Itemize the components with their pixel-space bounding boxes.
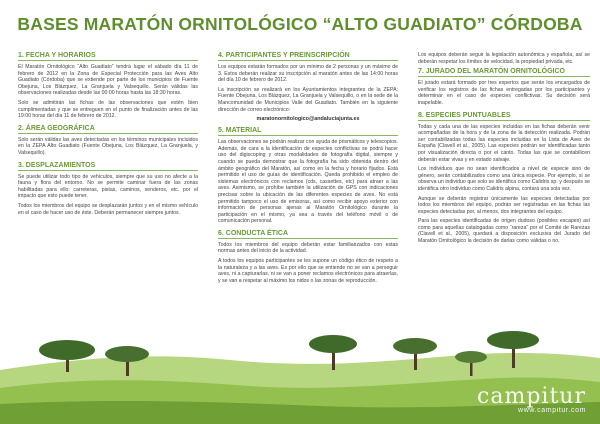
- section-title: 6. CONDUCTA ÉTICA: [218, 230, 398, 239]
- paragraph: Se puede utilizar todo tipo de vehículos, siempre que su uso no afecte a la fauna y flora del entorno. No se permite caminar fuera de las zonas habilitadas para ello: carreteras, pistas, caminos, senderos, etc. por el impacto que esto puede tener.: [18, 173, 198, 200]
- section-title: 3. DESPLAZAMIENTOS: [18, 162, 198, 171]
- campitur-watermark: [477, 384, 586, 414]
- section-jurado: [418, 68, 590, 106]
- paragraph: Las observaciones se podrán realizar con ayuda de prismáticos y telescopios. Además, de cara a la identificación de especies conflictivas se podrá hacer uso del digiscoping y otras modalidades de fotografía digital, siempre y cuando se pueda demostrar que la fotografía ha sido obtenida dentro del ámbito geográfico del Maratón, así como en la fecha y horario fijados. Está permitido el uso de guías de identificación. Queda prohibido el empleo de sistemas electrónicos con reclamos (cds, cassettes, etc) para atraer a las aves. Asimismo, se prohíbe también la utilización de GPS con indicaciones precisas sobre la ubicación de las diferentes especies de aves. No está permitido tampoco el uso de emisoras, así como recibir apoyo exterior con información de personas ajenas al Maratón Ornitológico durante la participación en el mismo, ya sea a través del teléfono móvil o de comunicación personal.: [218, 139, 398, 225]
- paragraph: Los equipos deberán seguir la legislación autonómica y española, así se deberán respetar los límites de velocidad, la propiedad privada, etc.: [418, 52, 590, 65]
- section-area-geografica: [18, 125, 198, 157]
- paragraph: Todos los miembros del equipo se desplazarán juntos y en el mismo vehículo en el caso de hacer uso de éste. Deberán permanecer siempre juntos.: [18, 202, 198, 216]
- section-title: 8. ESPECIES PUNTUABLES: [418, 112, 590, 121]
- paragraph: Todas y cada una de las especies incluidas en las fichas deberán venir acompañadas de la hora y de la zona de la detección realizada. Podrán ser contabilizadas todas las especies incluidas en la Lista de Aves de España (Clavell et al., 2005). Las especies podrán ser identificadas tanto por visualización directa o por el canto. Todas las que se contabilicen deberán estar vivas y en estado salvaje.: [418, 123, 590, 163]
- paragraph: Para las especies identificadas de origen dudoso (posibles escapes) así como para aquellas catalogadas como “rareza” por el Comité de Rarezas (Clavell et al., 2005), quedará a disposición exclusiva del Jurado del Maratón Ornitológico la decisión de darlas como válidas o no.: [418, 218, 590, 245]
- paragraph: Solo serán válidas las aves detectadas en los términos municipales incluidos en la ZEPA Alto Guadiato (Fuente Obejuna, Los Blázquez, La Granjuela, y Valsequillo).: [18, 136, 198, 156]
- section-fecha-horarios: [18, 52, 198, 120]
- paragraph: El Maratón Ornitológico “Alto Guadiato” tendrá lugar el sábado día 11 de febrero de 2012 en la Zona de Especial Protección para las Aves Alto Guadiato (Córdoba) que se extiende por parte de los municipios de Fuente Obejuna, Los Blázquez, La Granjuela y Valsequillo. Serán válidas las observaciones realizadas desde las 00:00 horas hasta las 18:30 horas.: [18, 64, 198, 97]
- paragraph: Solo se admitirán las fichas de las observaciones que estén bien cumplimentadas y que se entreguen en el punto de finalización antes de las 19:00 horas del día 11 de febrero de 2012.: [18, 99, 198, 120]
- section-title: 4. PARTICIPANTES Y PREINSCRIPCIÓN: [218, 52, 398, 61]
- paragraph: Los individuos que no sean identificados a nivel de especie sino de género, serán contabilizados como una única especie. Por ejemplo, si se observa un individuo que solo se identifica como Calidris sp. y después se identifica otro individuo como Calidris alpina, contará una sola vez.: [418, 166, 590, 192]
- column-left: [18, 52, 198, 221]
- section-conducta-etica: [218, 230, 398, 285]
- paragraph: La inscripción se realizará en los Ayuntamientos integrantes de la ZEPA: Fuente Obejuna, Los Blázquez, La Granjuela y Valsequillo, o en la sede de la Mancomunidad de Municipios Valle del Guadiato. También en la siguiente dirección de correo electrónico:: [218, 86, 398, 113]
- paragraph: El jurado estará formado por tres expertos que serán los encargados de verificar los registros de las fichas entregadas por los participantes y determinar en el caso de especies conflictivas. Su decisión será inapelable.: [418, 80, 590, 106]
- section-title: 1. FECHA Y HORARIOS: [18, 52, 198, 61]
- contact-email: maratonornitologico@andaluciajunta.es: [256, 116, 360, 123]
- section-material: [218, 127, 398, 225]
- page-title: BASES MARATÓN ORNITOLÓGICO “ALTO GUADIATO” CÓRDOBA: [17, 14, 583, 34]
- section-title: 5. MATERIAL: [218, 127, 398, 136]
- paragraph: A todos los equipos participantes se les supone un código ético de respeto a la naturaleza y a las aves. Es por ello que se entiende no se van a perseguir aves, ni a capturarlas, ni se van a poner reclamos electrónicos para atraerlas, y se van a respetar al máximo los nidos o las zonas de reproducción.: [218, 258, 398, 284]
- section-participantes: [218, 52, 398, 122]
- logo-name: campitur: [477, 384, 586, 409]
- column-right: [418, 52, 590, 250]
- section-title: 7. JURADO DEL MARATÓN ORNITOLÓGICO: [418, 68, 590, 77]
- section-title: 2. ÁREA GEOGRÁFICA: [18, 125, 198, 134]
- column-middle: [218, 52, 398, 289]
- paragraph: Todos los miembros del equipo deberán estar familiarizados con estas normas antes del inicio de la actividad.: [218, 241, 398, 255]
- section-especies-puntuables: [418, 112, 590, 245]
- paragraph: Aunque se deberán registrar únicamente las especies detectadas por todos los miembros del equipo, podrán ser registradas en las fichas las especies detectadas por, al menos, dos integrantes del equipo.: [418, 195, 590, 215]
- paragraph: Los equipos estarán formados por un mínimo de 2 personas y un máximo de 3. Estos deberán realizar su inscripción al maratón antes de las 14:00 horas del día 10 de febrero de 2012.: [218, 64, 398, 84]
- logo-url: www.campitur.com: [518, 407, 586, 414]
- section-desplazamientos: [18, 162, 198, 217]
